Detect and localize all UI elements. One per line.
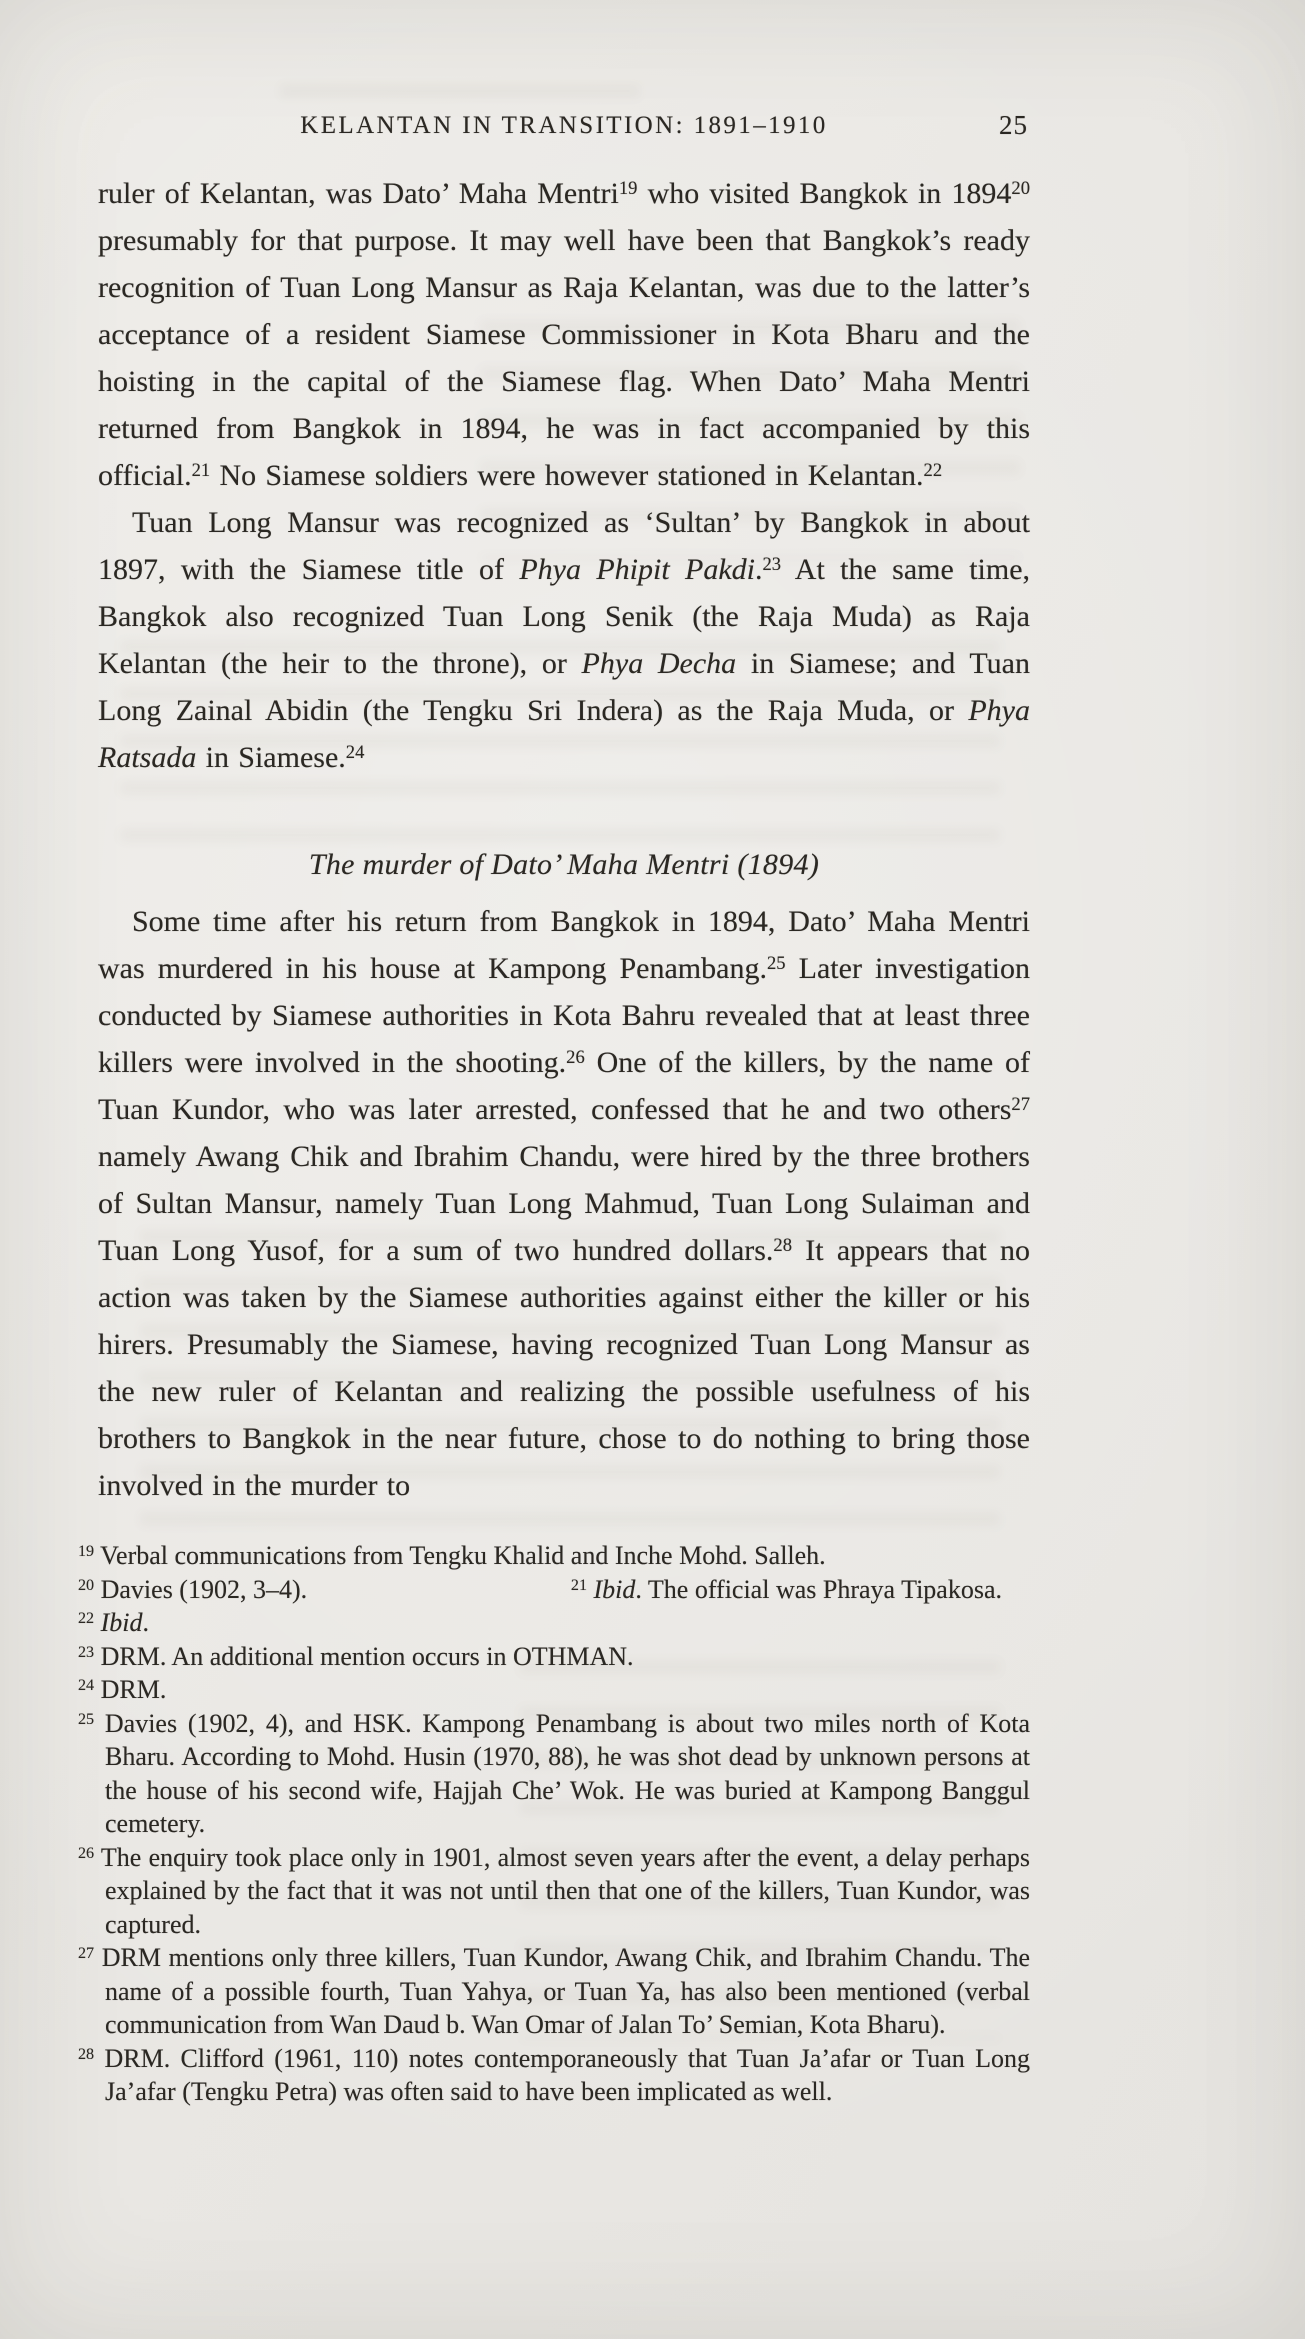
footnote-24-text [78,1675,166,1704]
footnote-reference: 19 [618,178,638,200]
text-run: namely Awang Chik and Ibrahim Chandu, were hired by the three brothers of Sultan Mansur, namely Tuan Long Mahmud, Tuan Long Sulaiman and Tuan Long Yusof, for a sum of two hundred dollars. [98,1140,1030,1267]
footnote-number: 22 [78,1610,95,1628]
footnote-28-text [78,2044,1030,2107]
footnotes [78,1539,1030,2109]
text-run: At the same time, Bangkok also recognized Tuan Long Senik (the Raja Muda) as Raja Kelantan (the heir to the throne), or [98,553,1031,680]
text-run: Davies (1902, 3–4). [94,1574,308,1604]
text-run: in Siamese; and Tuan Long Zainal Abidin (the Tengku Sri Indera) as the Raja Muda, or [98,647,1030,727]
footnote-20 [78,1573,1030,1607]
text-run: presumably for that purpose. It may well have been that Bangkok’s ready recognition of Tuan Long Mansur as Raja Kelantan, was due to the latter’s acceptance of a resident Siamese Commissioner in Kota Bharu and the hoisting in the capital of the Siamese flag. When Dato’ Maha Mentri returned from Bangkok in 1894, he was in fact accompanied by this official. [98,224,1030,492]
section-heading: The murder of Dato’ Maha Mentri (1894) [308,848,820,881]
text-run: in Siamese. [196,741,346,774]
footnote-number: 24 [78,1677,95,1695]
footnote-number: 27 [78,1945,95,1963]
footnote-number: 23 [78,1643,95,1661]
page-number: 25 [999,110,1028,140]
footnote-20-text [78,1573,307,1607]
text-run: Some time after his return from Bangkok in 1894, Dato’ Maha Mentri was murdered in his house at Kampong Penambang. [98,905,1030,985]
footnote-26-text [78,1843,1030,1939]
footnote-reference: 21 [191,460,211,482]
footnote-22-text [78,1608,149,1637]
footnote-26 [78,1841,1030,1942]
body-paragraphs-bottom [98,898,1030,1509]
text-run: DRM. [94,1675,167,1704]
footnote-number: 26 [78,1844,95,1862]
footnote-reference: 24 [345,742,365,764]
text-run: who visited Bangkok in 1894 [637,177,1012,210]
footnote-21-text [571,1573,1002,1607]
footnote-19-text [78,1541,826,1570]
body-paragraph-3 [98,898,1030,1509]
text-run: . The official was Phraya Tipakosa. [635,1574,1002,1604]
text-run: Later investigation conducted by Siamese authorities in Kota Bahru revealed that at least three killers were involved in the shooting. [98,952,1030,1079]
text-run: It appears that no action was taken by the Siamese authorities against either the killer or his hirers. Presumably the Siamese, having recognized Tuan Long Mansur as the new ruler of Kelantan and realizing the possible usefulness of his brothers to Bangkok in the near future, chose to do nothing to bring those involved in the murder to [98,1234,1030,1502]
text-run: One of the killers, by the name of Tuan Kundor, who was later arrested, confessed that he and two others [98,1046,1030,1126]
text-run: Davies (1902, 4), and HSK. Kampong Penambang is about two miles north of Kota Bharu. According to Mohd. Husin (1970, 88), he was shot dead by unknown persons at the house of his second wife, Hajjah Che’ Wok. He was buried at Kampong Banggul cemetery. [94,1708,1030,1838]
text-run: . [755,553,763,586]
text-run: The enquiry took place only in 1901, almost seven years after the event, a delay perhaps explained by the fact that it was not until then that one of the killers, Tuan Kundor, was captured. [94,1842,1030,1939]
footnote-number: 25 [78,1710,95,1728]
footnote-22 [78,1606,1030,1640]
footnote-28 [78,2042,1030,2109]
footnote-reference: 22 [923,460,943,482]
footnote-27-text [78,1943,1030,2039]
footnote-number: 19 [78,1543,95,1561]
footnote-23 [78,1640,1030,1674]
text-run: No Siamese soldiers were however stationed in Kelantan. [210,459,924,492]
footnote-number: 20 [78,1576,95,1594]
footnote-reference: 27 [1011,1094,1030,1116]
footnote-number: 28 [78,2045,95,2063]
footnote-reference: 26 [566,1047,585,1069]
footnote-23-text [78,1642,634,1671]
footnote-19 [78,1539,1030,1573]
text-run: Verbal communications from Tengku Khalid and Inche Mohd. Salleh. [94,1541,826,1570]
body-paragraph-2 [98,499,1030,781]
running-header [98,112,1030,140]
footnote-25 [78,1707,1030,1841]
italic-text: Ibid [593,1574,636,1604]
body-paragraph-1 [98,170,1030,499]
footnote-27 [78,1941,1030,2042]
text-run: Tuan Long Mansur was recognized as ‘Sultan’ by Bangkok in about 1897, with the Siamese title of [98,506,1030,586]
text-run: . [142,1608,149,1637]
italic-text: Phya Phipit Pakdi [519,553,755,586]
text-run: ruler of Kelantan, was Dato’ Maha Mentri [98,177,619,210]
running-header-title: KELANTAN IN TRANSITION: 1891–1910 [300,112,828,139]
footnote-reference: 25 [766,953,786,975]
footnote-number: 21 [570,1576,587,1594]
text-run: DRM mentions only three killers, Tuan Kundor, Awang Chik, and Ibrahim Chandu. The name of a possible fourth, Tuan Yahya, or Tuan Ya, has also been mentioned (verbal communication from Wan Daud b. Wan Omar of Jalan To’ Semian, Kota Bharu). [94,1943,1030,2039]
footnote-24 [78,1673,1030,1707]
footnote-25-text [78,1709,1030,1839]
page-content [78,170,1031,2109]
text-run: DRM. An additional mention occurs in OTHMAN. [94,1641,634,1671]
text-run: DRM. Clifford (1961, 110) notes contemporaneously that Tuan Ja’afar or Tuan Long Ja’afar (Tengku Petra) was often said to have been implicated as well. [94,2043,1030,2106]
footnote-reference: 28 [773,1235,793,1257]
italic-text: Phya Ratsada [98,694,1030,774]
footnote-reference: 20 [1011,178,1030,200]
body-paragraphs-top [98,170,1030,781]
italic-text: Phya Decha [581,647,737,680]
italic-text: Ibid [100,1608,143,1637]
footnote-reference: 23 [762,554,782,576]
